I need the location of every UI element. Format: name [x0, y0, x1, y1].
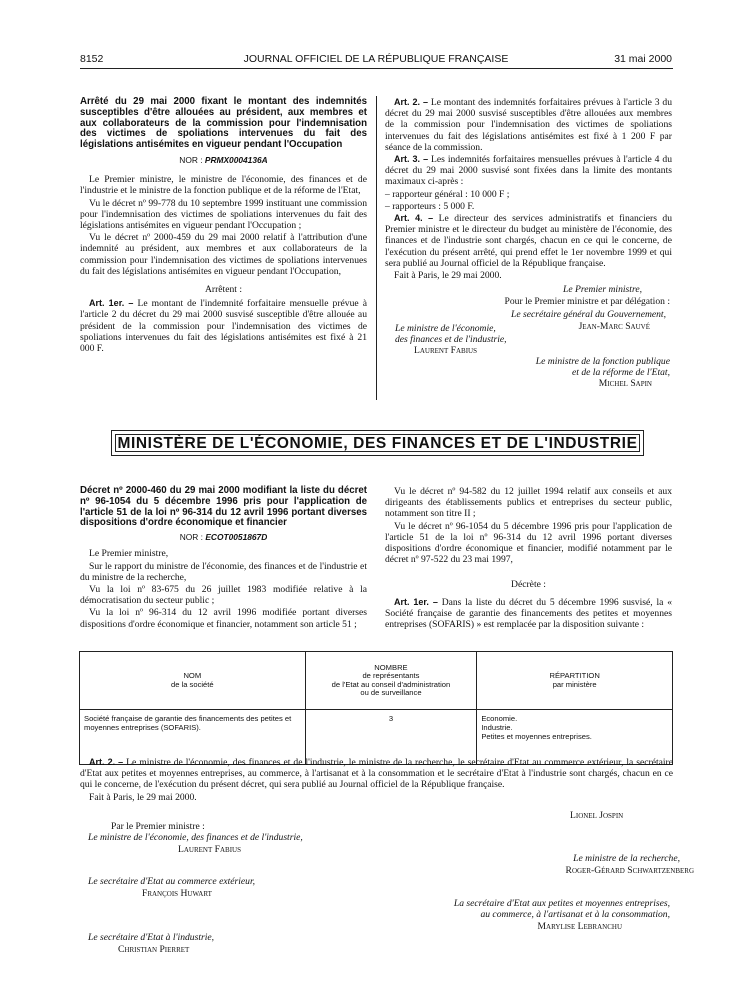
- arrete-intro: Le Premier ministre, le ministre de l'économie, des finances et de l'industrie et le ministre de la fonction publique et de la réforme de l'Etat,: [80, 174, 367, 197]
- sig-industrie-title: Le secrétaire d'Etat à l'industrie,: [88, 932, 215, 943]
- arrete-fait: Fait à Paris, le 29 mai 2000.: [394, 270, 502, 282]
- col-header-repartition: RÉPARTITION par ministère: [477, 652, 673, 710]
- table-header-row: [80, 652, 673, 710]
- decret-decrete: Décrète :: [511, 579, 546, 591]
- sig-fp-title: Le ministre de la fonction publique et de la réforme de l'Etat,: [535, 356, 670, 378]
- sig-sg-name: Jean-Marc Sauvé: [578, 320, 650, 332]
- decret-right-column: [385, 486, 672, 631]
- arrete-art-3: Art. 3. – Les indemnités forfaitaires mensuelles prévues à l'article 4 du décret du 29 mai 2000 susvisé sont fixées dans la limite des montants maximaux ci-après :: [385, 154, 672, 188]
- sig-industrie-name: Christian Pierret: [118, 944, 190, 955]
- sig-recherche-title: Le ministre de la recherche,: [573, 853, 680, 864]
- cell-repartition: Economie. Industrie. Petites et moyennes entreprises.: [477, 710, 673, 765]
- sig-ce-name: François Huwart: [142, 888, 212, 899]
- decret-nor: NOR : ECOT0051867D: [179, 532, 268, 543]
- arrete-art-4: Art. 4. – Le directeur des services administratifs et financiers du Premier ministre et le directeur du budget au ministère de l'économie, des finances et de l'industrie sont chargés, chacun en ce qui le concerne, de l'exécution du présent arrêté, qui prend effet le 1er novembre 1999 et qui sera publié au Journal officiel de la République française.: [385, 213, 672, 269]
- decret-vu-1: Vu la loi nº 83-675 du 26 juillet 1983 modifiée relative à la démocratisation du secteur public ;: [80, 584, 367, 607]
- sig-eco-name: Laurent Fabius: [178, 844, 241, 855]
- sig-pme-name: Marylise Lebranchu: [537, 921, 622, 932]
- cell-nombre: 3: [305, 710, 477, 765]
- decret-vu-2: Vu la loi nº 96-314 du 12 avril 1996 modifiée portant diverses dispositions d'ordre économique et financier, notamment son article 51 ;: [80, 607, 367, 630]
- sig-eco-title: Le ministre de l'économie, des finances et de l'industrie,: [88, 832, 303, 843]
- arrete-right-column: [385, 97, 672, 333]
- sofaris-table: [79, 651, 673, 765]
- sig-eco-name: Laurent Fabius: [414, 345, 477, 356]
- arrete-vu-2: Vu le décret nº 2000-459 du 29 mai 2000 relatif à l'attribution d'une indemnité au président, aux membres et aux collaborateurs de la commission pour l'indemnisation des victimes de spoliations intervenues du fait des législations antisémites en vigueur pendant l'Occupation,: [80, 232, 367, 277]
- page-number: 8152: [80, 53, 104, 65]
- sig-recherche-name: Roger-Gérard Schwartzenberg: [565, 865, 694, 876]
- decret-art-2: Art. 2. – Le ministre de l'économie, des finances et de l'industrie, le ministre de la recherche, le secrétaire d'Etat au commerce extérieur, la secrétaire d'Etat aux petites et moyennes entreprises, au commerce, à l'artisanat et à la consommation et le secrétaire d'Etat à l'industrie sont chargés, chacun en ce qui le concerne, de l'exécution du présent décret, qui sera publié au Journal officiel de la République française.: [80, 757, 673, 791]
- ministry-heading-box: [111, 430, 644, 456]
- sig-ce-title: Le secrétaire d'Etat au commerce extérieur,: [88, 876, 256, 887]
- decret-left-column: [80, 486, 367, 631]
- col-header-nombre: NOMBRE de représentants de l'Etat au conseil d'administration ou de surveillance: [305, 652, 477, 710]
- column-divider: [376, 96, 377, 400]
- decret-vu-3: Vu le décret nº 94-582 du 12 juillet 1994 relatif aux conseils et aux dirigeants des établissements publics et entreprises du secteur public, notamment son titre II ;: [385, 486, 672, 520]
- decret-rapport: Sur le rapport du ministre de l'économie, des finances et de l'industrie et du ministre de la recherche,: [80, 560, 367, 583]
- decret-vu-4: Vu le décret nº 96-1054 du 5 décembre 1996 pris pour l'application de l'article 51 de la loi nº 96-314 du 12 avril 1996 portant diverses dispositions d'ordre économique et financier, modifié notamment par le décret nº 97-522 du 23 mai 1997,: [385, 520, 672, 566]
- sig-fp-name: Michel Sapin: [598, 378, 652, 389]
- sig-delegation: Pour le Premier ministre et par délégation :: [504, 296, 670, 308]
- sig-par-pm: Par le Premier ministre :: [111, 821, 205, 832]
- arrete-vu-1: Vu le décret nº 99-778 du 10 septembre 1999 instituant une commission pour l'indemnisation des victimes de spoliations intervenues du fait des législations antisémites en vigueur pendant l'Occupation ;: [80, 197, 367, 231]
- sig-sg-title: Le secrétaire général du Gouvernement,: [511, 308, 666, 320]
- sig-jospin: Lionel Jospin: [570, 810, 624, 821]
- sig-eco-title: Le ministre de l'économie, des finances et de l'industrie,: [395, 323, 507, 345]
- arrete-art-3-item: – rapporteurs : 5 000 F.: [385, 200, 475, 212]
- journal-title: JOURNAL OFFICIEL DE LA RÉPUBLIQUE FRANÇAISE: [243, 53, 509, 65]
- cell-societe: Société française de garantie des financements des petites et moyennes entreprises (SOFARIS).: [80, 710, 306, 765]
- decret-art-2-block: [80, 757, 673, 804]
- sig-premier-ministre: Le Premier ministre,: [563, 284, 642, 296]
- arrete-nor: NOR : PRMX0004136A: [179, 154, 268, 165]
- arrete-art-1: Art. 1er. – Le montant de l'indemnité forfaitaire mensuelle prévue à l'article 2 du décret du 29 mai 2000 susvisé susceptible d'être allouée au président de la commission pour l'indemnisation des victimes de spoliations intervenues du fait des législations antisémites est fixé à 21 000 F.: [80, 298, 367, 355]
- arrete-art-3-item: – rapporteur général : 10 000 F ;: [385, 188, 510, 200]
- arrete-title: Arrêté du 29 mai 2000 fixant le montant des indemnités susceptibles d'être allouées au président, aux membres et aux collaborateurs de la commission pour l'indemnisation des victimes de spoliations intervenues du fait des législations antisémites en vigueur pendant l'Occupation: [80, 96, 367, 151]
- arrete-arretent: Arrêtent :: [204, 284, 243, 296]
- decret-intro: Le Premier ministre,: [89, 548, 169, 560]
- arrete-art-2: Art. 2. – Le montant des indemnités forfaitaires prévues à l'article 3 du décret du 29 mai 2000 susvisé susceptibles d'être allouées aux membres de la commission pour l'indemnisation des victimes de spoliations intervenues du fait des législations antisémites est fixé à 1 200 F par séance de la commission.: [385, 97, 672, 153]
- decret-art-1: Art. 1er. – Dans la liste du décret du 5 décembre 1996 susvisé, la « Société française de garantie des financements des petites et moyennes entreprises (SOFARIS) » est remplacée par la disposition suivante :: [385, 596, 672, 631]
- sig-pme-title: La secrétaire d'Etat aux petites et moyennes entreprises, au commerce, à l'artisanat et à la consommation,: [453, 898, 670, 920]
- decret-title: Décret nº 2000-460 du 29 mai 2000 modifiant la liste du décret nº 96-1054 du 5 décembre 1996 pris pour l'application de l'article 51 de la loi nº 96-314 du 12 avril 1996 portant diverses dispositions d'ordre économique et financier: [80, 485, 367, 529]
- col-header-nom: NOM de la société: [80, 652, 306, 710]
- ministry-heading: MINISTÈRE DE L'ÉCONOMIE, DES FINANCES ET DE L'INDUSTRIE: [115, 434, 640, 452]
- arrete-left-column: [80, 97, 367, 355]
- header-rule: [80, 68, 673, 69]
- decret-fait: Fait à Paris, le 29 mai 2000.: [89, 791, 197, 803]
- issue-date: 31 mai 2000: [614, 53, 672, 65]
